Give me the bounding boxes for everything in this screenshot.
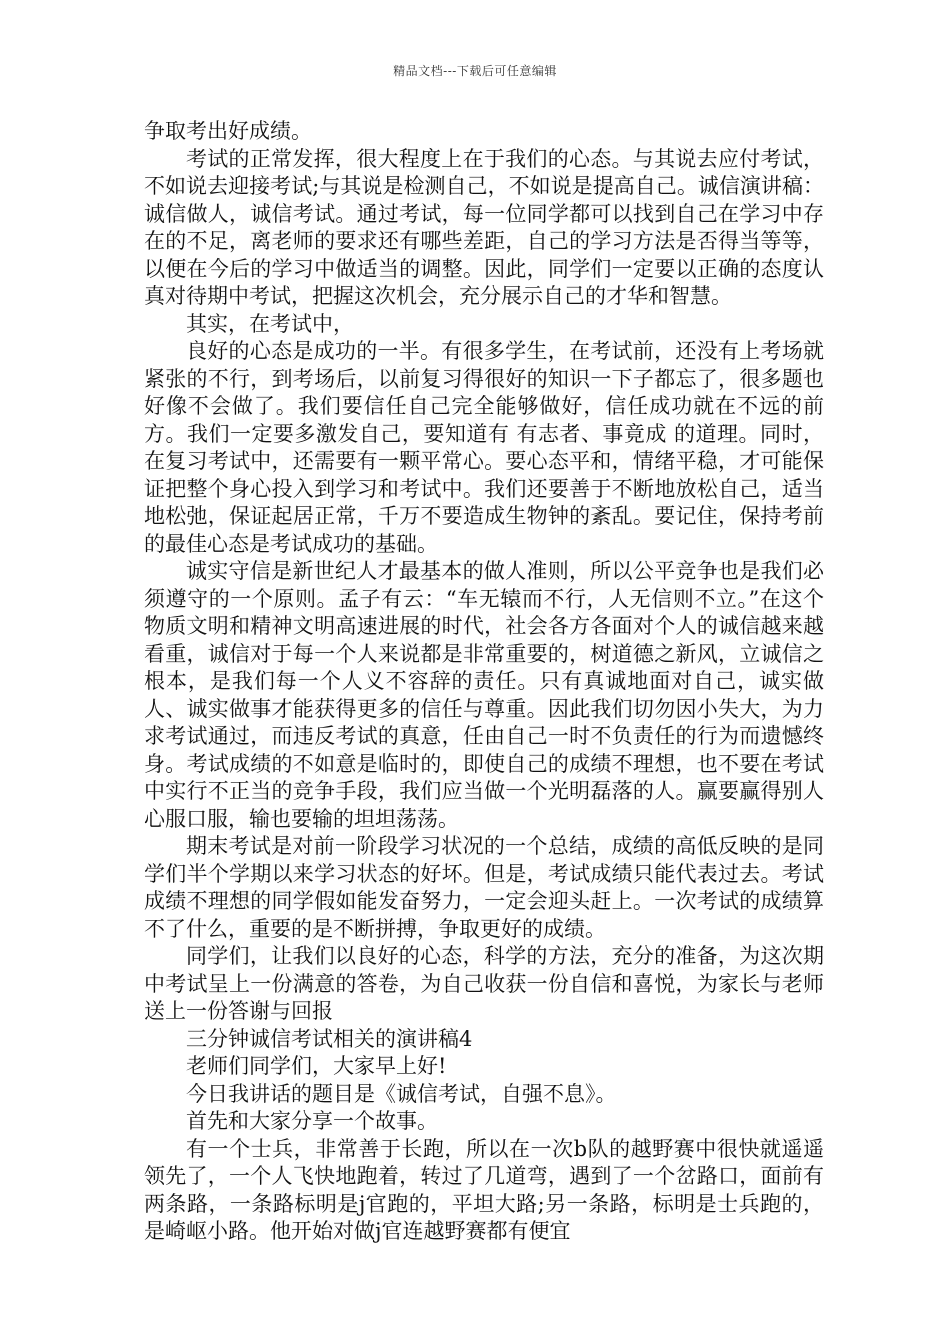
paragraph: 老师们同学们，大家早上好!: [186, 1054, 447, 1078]
paragraph: 良好的心态是成功的一半。有很多学生，在考试前，还没有上考场就紧张的不行，到考场后，以前复习得很好的知识一下子都忘了，很多题也好像不会做了。我们要信任自己完全能够做好，信任成功就在不远的前方。我们一定要多激发自己，要知道有 有志者、事竟成 的道理。同时，在复习考试中，还需要有一颗平常心。要心态平和，情绪平稳，才可能保证把整个身心投入到学习和考试中。我们还要善于不断地放松自己，适当地松弛，保证起居正常，千万不要造成生物钟的紊乱。要记住，保持考前的最佳心态是考试成功的基础。: [144, 339, 824, 556]
paragraph: 考试的正常发挥，很大程度上在于我们的心态。与其说去应付考试，不如说去迎接考试;与其说是检测自己，不如说是提高自己。诚信演讲稿：诚信做人，诚信考试。通过考试，每一位同学都可以找到自己在学习中存在的不足，离老师的要求还有哪些差距，自己的学习方法是否得当等等，以便在今后的学习中做适当的调整。因此，同学们一定要以正确的态度认真对待期中考试，把握这次机会，充分展示自己的才华和智慧。: [144, 146, 824, 308]
paragraph: 诚实守信是新世纪人才最基本的做人准则，所以公平竞争也是我们必须遵守的一个原则。孟子有云：“车无辕而不行，人无信则不立。”在这个物质文明和精神文明高速进展的时代，社会各方各面对个人的诚信越来越看重，诚信对于每一个人来说都是非常重要的，树道德之新风，立诚信之根本，是我们每一个人义不容辞的责任。只有真诚地面对自己，诚实做人、诚实做事才能获得更多的信任与尊重。因此我们切勿因小失大，为力求考试通过，而违反考试的真意，任由自己一时不负责任的行为而遗憾终身。考试成绩的不如意是临时的，即使自己的成绩不理想，也不要在考试中实行不正当的竞争手段，我们应当做一个光明磊落的人。赢要赢得别人心服口服，输也要输的坦坦荡荡。: [144, 559, 824, 831]
paragraph: 期末考试是对前一阶段学习状况的一个总结，成绩的高低反映的是同学们半个学期以来学习状态的好坏。但是，考试成绩只能代表过去。考试成绩不理想的同学假如能发奋努力，一定会迎头赶上。一次考试的成绩算不了什么，重要的是不断拼搏，争取更好的成绩。: [144, 834, 824, 941]
paragraph: 争取考出好成绩。: [144, 119, 312, 143]
document-body: [144, 118, 824, 1246]
section-heading: 三分钟诚信考试相关的演讲稿4: [186, 1026, 473, 1051]
page-header: 精品文档---下载后可任意编辑: [393, 64, 557, 78]
paragraph: 其实，在考试中，: [186, 311, 354, 336]
paragraph: 有一个士兵，非常善于长跑，所以在一次b队的越野赛中很快就遥遥领先了，一个人飞快地跑着，转过了几道弯，遇到了一个岔路口，面前有两条路，一条路标明是j官跑的，平坦大路;另一条路，标明是士兵跑的，是崎岖小路。他开始对做j官连越野赛都有便宜: [144, 1136, 824, 1243]
paragraph: 同学们，让我们以良好的心态，科学的方法，充分的准备，为这次期中考试呈上一份满意的答卷，为自己收获一份自信和喜悦，为家长与老师送上一份答谢与回报: [144, 944, 824, 1023]
paragraph: 首先和大家分享一个故事。: [186, 1109, 438, 1133]
paragraph: 今日我讲话的题目是《诚信考试，自强不息》。: [186, 1081, 617, 1106]
